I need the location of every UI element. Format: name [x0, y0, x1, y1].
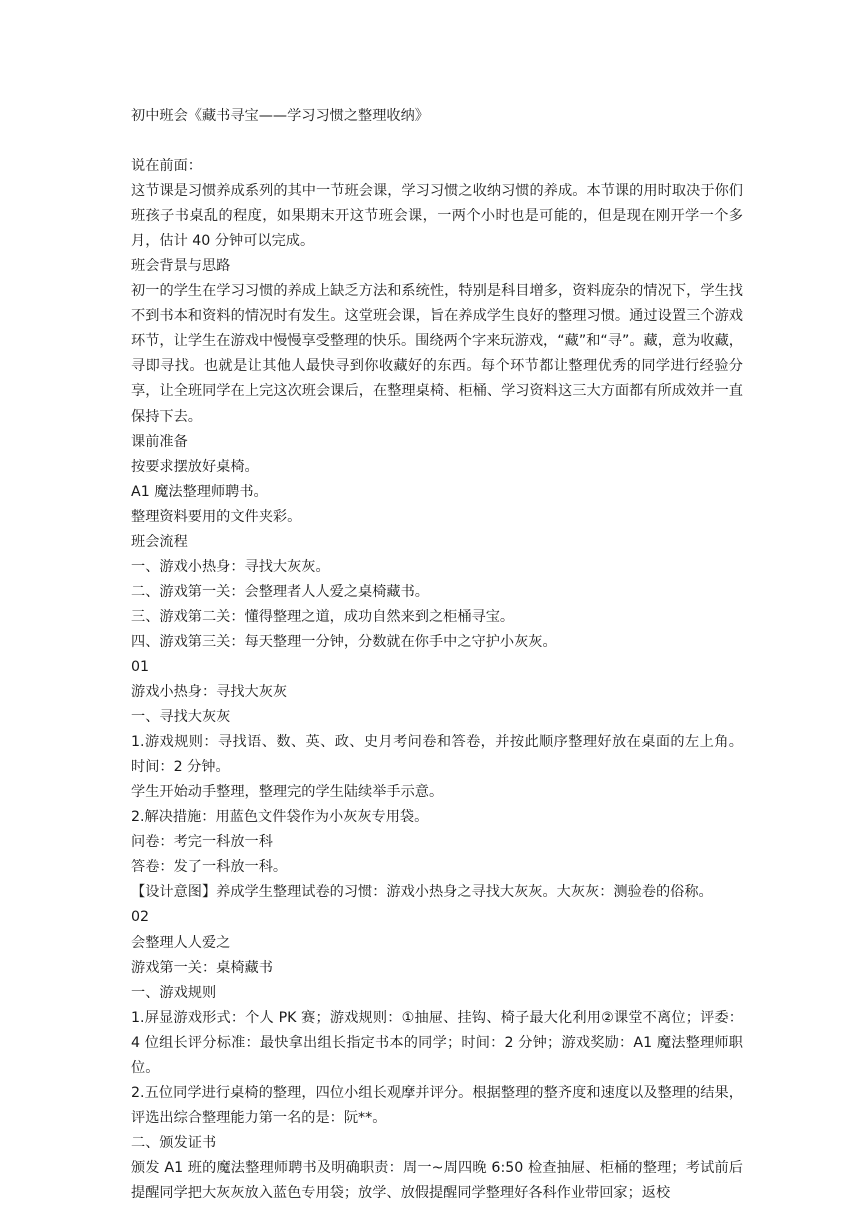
paragraph: 班会流程 [131, 533, 188, 550]
paragraph: 颁发 A1 班的魔法整理师聘书及明确职责：周一~周四晚 6:50 检查抽屉、柜桶的整理；考试前后提醒同学把大灰灰放入蓝色专用袋；放学、放假提醒同学整理好各科作业带回家；返校 [131, 1159, 743, 1201]
paragraph: 问卷：考完一科放一科 [131, 834, 273, 851]
paragraph: 1.屏显游戏形式：个人 PK 赛；游戏规则：①抽屉、挂钩、椅子最大化利用②课堂不离位；评委：4 位组长评分标准：最快拿出组长指定书本的同学；时间：2 分钟；游戏奖励：A1 魔法整理师职位。 [131, 1009, 743, 1076]
paragraph: 一、游戏小热身：寻找大灰灰。 [131, 558, 330, 575]
paragraph: 学生开始动手整理，整理完的学生陆续举手示意。 [131, 784, 444, 801]
paragraph: 二、游戏第一关：会整理者人人爱之桌椅藏书。 [131, 583, 429, 600]
document-title: 初中班会《藏书寻宝——学习习惯之整理收纳》 [131, 108, 429, 124]
paragraph: 2.五位同学进行桌椅的整理，四位小组长观摩并评分。根据整理的整齐度和速度以及整理的结果，评选出综合整理能力第一名的是：阮**。 [131, 1084, 743, 1126]
paragraph: 四、游戏第三关：每天整理一分钟，分数就在你手中之守护小灰灰。 [131, 633, 557, 650]
paragraph: 游戏第一关：桌椅藏书 [131, 959, 273, 976]
paragraph: A1 魔法整理师聘书。 [131, 483, 268, 500]
document-body [131, 154, 743, 1206]
paragraph: 三、游戏第二关：懂得整理之道，成功自然来到之柜桶寻宝。 [131, 608, 515, 625]
paragraph: 【设计意图】养成学生整理试卷的习惯：游戏小热身之寻找大灰灰。大灰灰：测验卷的俗称。 [131, 884, 713, 901]
paragraph: 2.解决措施：用蓝色文件袋作为小灰灰专用袋。 [131, 809, 429, 826]
paragraph: 会整理人人爱之 [131, 934, 231, 951]
paragraph: 二、颁发证书 [131, 1134, 217, 1151]
paragraph: 按要求摆放好桌椅。 [131, 458, 259, 475]
paragraph: 1.游戏规则：寻找语、数、英、政、史月考问卷和答卷，并按此顺序整理好放在桌面的左上角。 时间：2 分钟。 [131, 734, 743, 776]
paragraph: 01 [131, 658, 150, 675]
paragraph: 初一的学生在学习习惯的养成上缺乏方法和系统性，特别是科目增多，资料庞杂的情况下，学生找不到书本和资料的情况时有发生。这堂班会课，旨在养成学生良好的整理习惯。通过设置三个游戏环节，让学生在游戏中慢慢享受整理的快乐。围绕两个字来玩游戏，“藏”和“寻”。藏，意为收藏，寻即寻找。也就是让其他人最快寻到你收藏好的东西。每个环节都让整理优秀的同学进行经验分享，让全班同学在上完这次班会课后，在整理桌椅、柜桶、学习资料这三大方面都有所成效并一直保持下去。 [131, 283, 743, 425]
paragraph: 02 [131, 909, 150, 926]
paragraph: 说在前面： [131, 158, 202, 175]
paragraph: 整理资料要用的文件夹彩。 [131, 508, 302, 525]
paragraph: 一、寻找大灰灰 [131, 709, 231, 726]
paragraph: 班会背景与思路 [131, 258, 231, 275]
paragraph: 一、游戏规则 [131, 984, 217, 1001]
document-page [131, 104, 743, 1206]
paragraph: 这节课是习惯养成系列的其中一节班会课，学习习惯之收纳习惯的养成。本节课的用时取决于你们班孩子书桌乱的程度，如果期末开这节班会课，一两个小时也是可能的，但是现在刚开学一个多月，估计 40 分钟可以完成。 [131, 183, 743, 250]
paragraph: 游戏小热身：寻找大灰灰 [131, 684, 288, 701]
paragraph: 答卷：发了一科放一科。 [131, 859, 288, 876]
paragraph: 课前准备 [131, 433, 188, 450]
blank-line [131, 129, 743, 154]
